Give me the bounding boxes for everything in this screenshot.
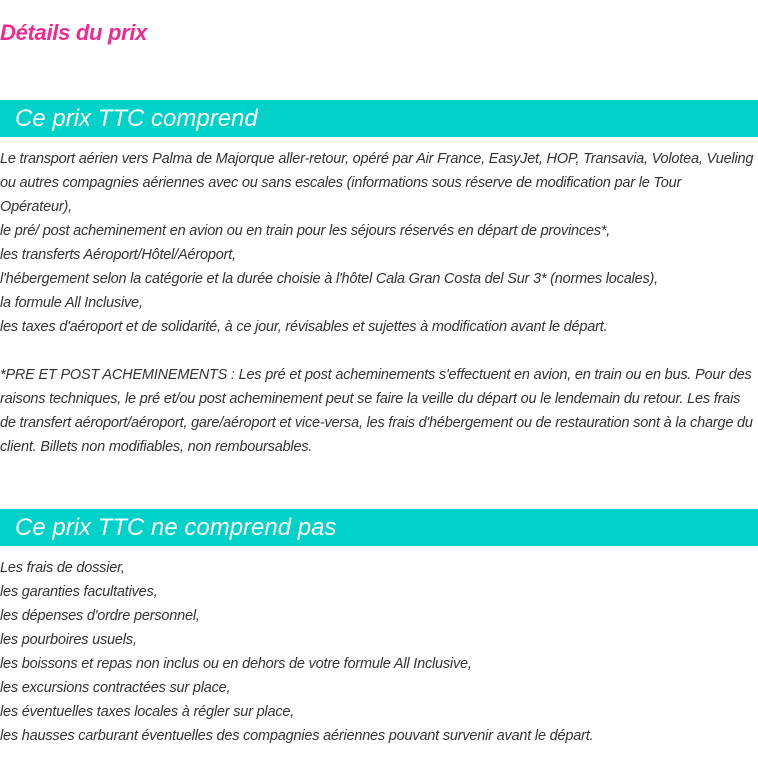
excluded-item: les boissons et repas non inclus ou en dehors de votre formule All Inclusive, [0,656,472,672]
acheminement-note-text: *PRE ET POST ACHEMINEMENTS : Les pré et post acheminements s'effectuent en avion, en train ou en bus. Pour des raisons techniques, le pré et/ou post acheminement peut se faire la veille du départ ou le lendemain du retour. Les frais de transfert aéroport/aéroport, gare/aéroport et vice-versa, les frais d'hébergement ou de restauration sont à la charge du client. Billets non modifiables, non remboursables. [0,367,753,455]
excluded-item: Les frais de dossier, [0,560,125,576]
page-title: Détails du prix [0,20,148,45]
excluded-list [0,556,756,748]
excluded-item: les garanties facultatives, [0,584,158,600]
included-item: Le transport aérien vers Palma de Majorque aller-retour, opéré par Air France, EasyJet, HOP, Transavia, Volotea, Vueling ou autres compagnies aériennes avec ou sans escales (informations sous réserve de modification par le Tour Opérateur), [0,151,754,215]
excluded-item: les pourboires usuels, [0,632,137,648]
acheminement-note [0,363,756,459]
excluded-item: les dépenses d'ordre personnel, [0,608,200,624]
included-item: la formule All Inclusive, [0,295,143,311]
included-item: les taxes d'aéroport et de solidarité, à ce jour, révisables et sujettes à modification avant le départ. [0,319,608,335]
excluded-section-header: Ce prix TTC ne comprend pas [0,509,758,546]
included-list [0,147,756,339]
excluded-item: les hausses carburant éventuelles des compagnies aériennes pouvant survenir avant le départ. [0,728,594,744]
included-section-header: Ce prix TTC comprend [0,100,758,137]
included-item: l'hébergement selon la catégorie et la durée choisie à l'hôtel Cala Gran Costa del Sur 3* (normes locales), [0,271,658,287]
excluded-item: les éventuelles taxes locales à régler sur place, [0,704,295,720]
included-item: les transferts Aéroport/Hôtel/Aéroport, [0,247,236,263]
included-item: le pré/ post acheminement en avion ou en train pour les séjours réservés en départ de provinces*, [0,223,611,239]
excluded-item: les excursions contractées sur place, [0,680,231,696]
